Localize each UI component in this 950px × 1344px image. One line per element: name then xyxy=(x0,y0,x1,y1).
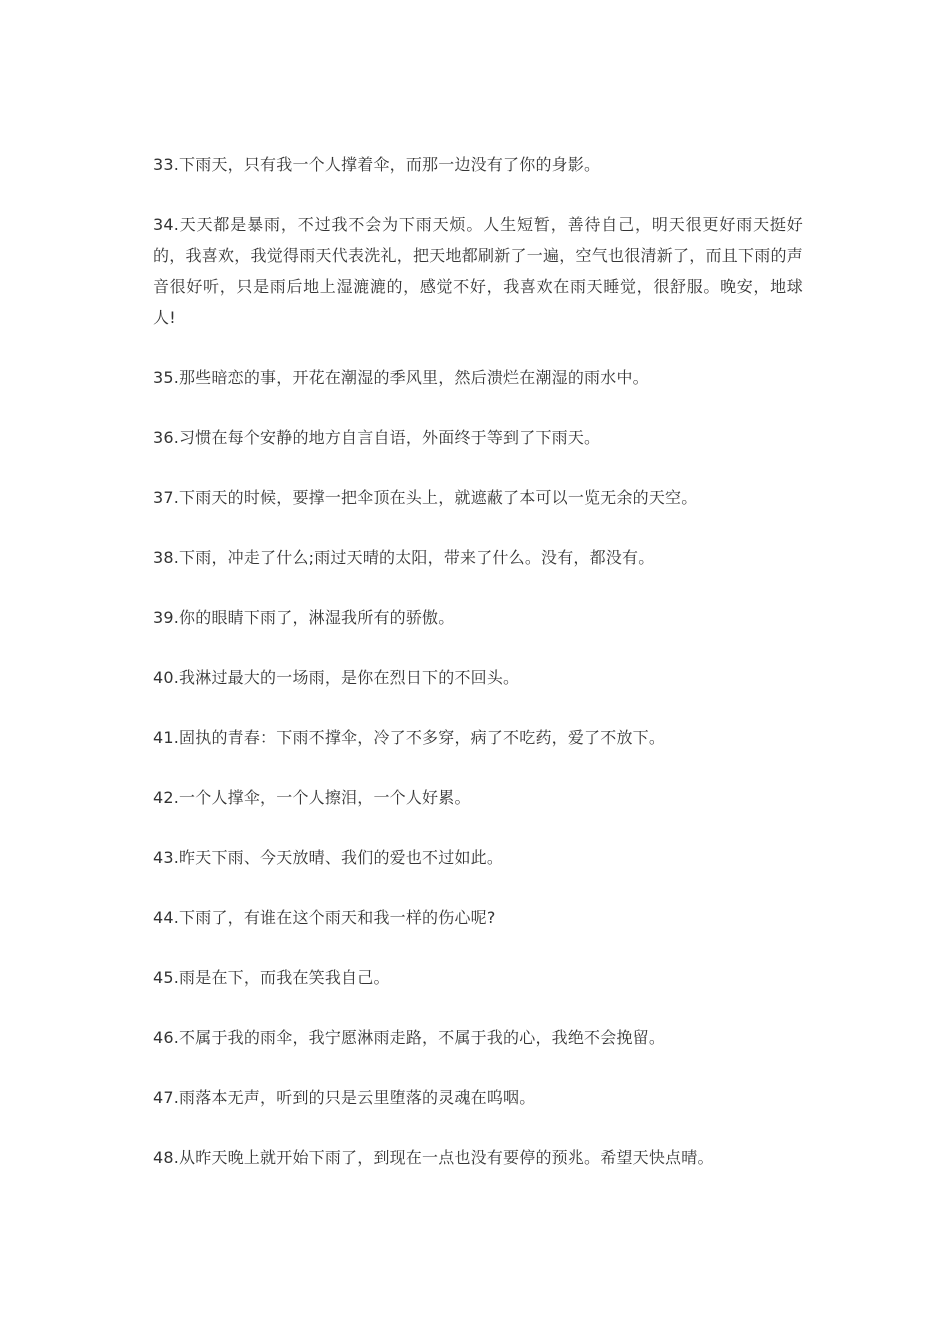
paragraph-34: 34.天天都是暴雨，不过我不会为下雨天烦。人生短暂，善待自己，明天很更好雨天挺好的，我喜欢，我觉得雨天代表洗礼，把天地都刷新了一遍，空气也很清新了，而且下雨的声音很好听，只是雨后地上湿漉漉的，感觉不好，我喜欢在雨天睡觉，很舒服。晚安，地球人! xyxy=(153,215,803,327)
paragraph-41: 41.固执的青春：下雨不撑伞，冷了不多穿，病了不吃药，爱了不放下。 xyxy=(153,728,666,747)
paragraph-42: 42.一个人撑伞，一个人擦泪，一个人好累。 xyxy=(153,788,471,807)
paragraph-37: 37.下雨天的时候，要撑一把伞顶在头上，就遮蔽了本可以一览无余的天空。 xyxy=(153,488,698,507)
paragraph-36: 36.习惯在每个安静的地方自言自语，外面终于等到了下雨天。 xyxy=(153,428,601,447)
paragraph-35: 35.那些暗恋的事，开花在潮湿的季风里，然后溃烂在潮湿的雨水中。 xyxy=(153,368,649,387)
paragraph-45: 45.雨是在下，而我在笑我自己。 xyxy=(153,968,390,987)
paragraph-38: 38.下雨，冲走了什么;雨过天晴的太阳，带来了什么。没有，都没有。 xyxy=(153,548,655,567)
paragraph-43: 43.昨天下雨、今天放晴、我们的爱也不过如此。 xyxy=(153,848,504,867)
paragraph-46: 46.不属于我的雨伞，我宁愿淋雨走路，不属于我的心，我绝不会挽留。 xyxy=(153,1028,666,1047)
paragraph-40: 40.我淋过最大的一场雨，是你在烈日下的不回头。 xyxy=(153,668,520,687)
paragraph-39: 39.你的眼睛下雨了，淋湿我所有的骄傲。 xyxy=(153,608,455,627)
paragraph-48: 48.从昨天晚上就开始下雨了，到现在一点也没有要停的预兆。希望天快点晴。 xyxy=(153,1148,714,1167)
paragraph-44: 44.下雨了，有谁在这个雨天和我一样的伤心呢? xyxy=(153,908,496,927)
paragraph-47: 47.雨落本无声，听到的只是云里堕落的灵魂在呜咽。 xyxy=(153,1088,536,1107)
document-body xyxy=(153,149,803,1202)
paragraph-33: 33.下雨天，只有我一个人撑着伞，而那一边没有了你的身影。 xyxy=(153,155,601,174)
